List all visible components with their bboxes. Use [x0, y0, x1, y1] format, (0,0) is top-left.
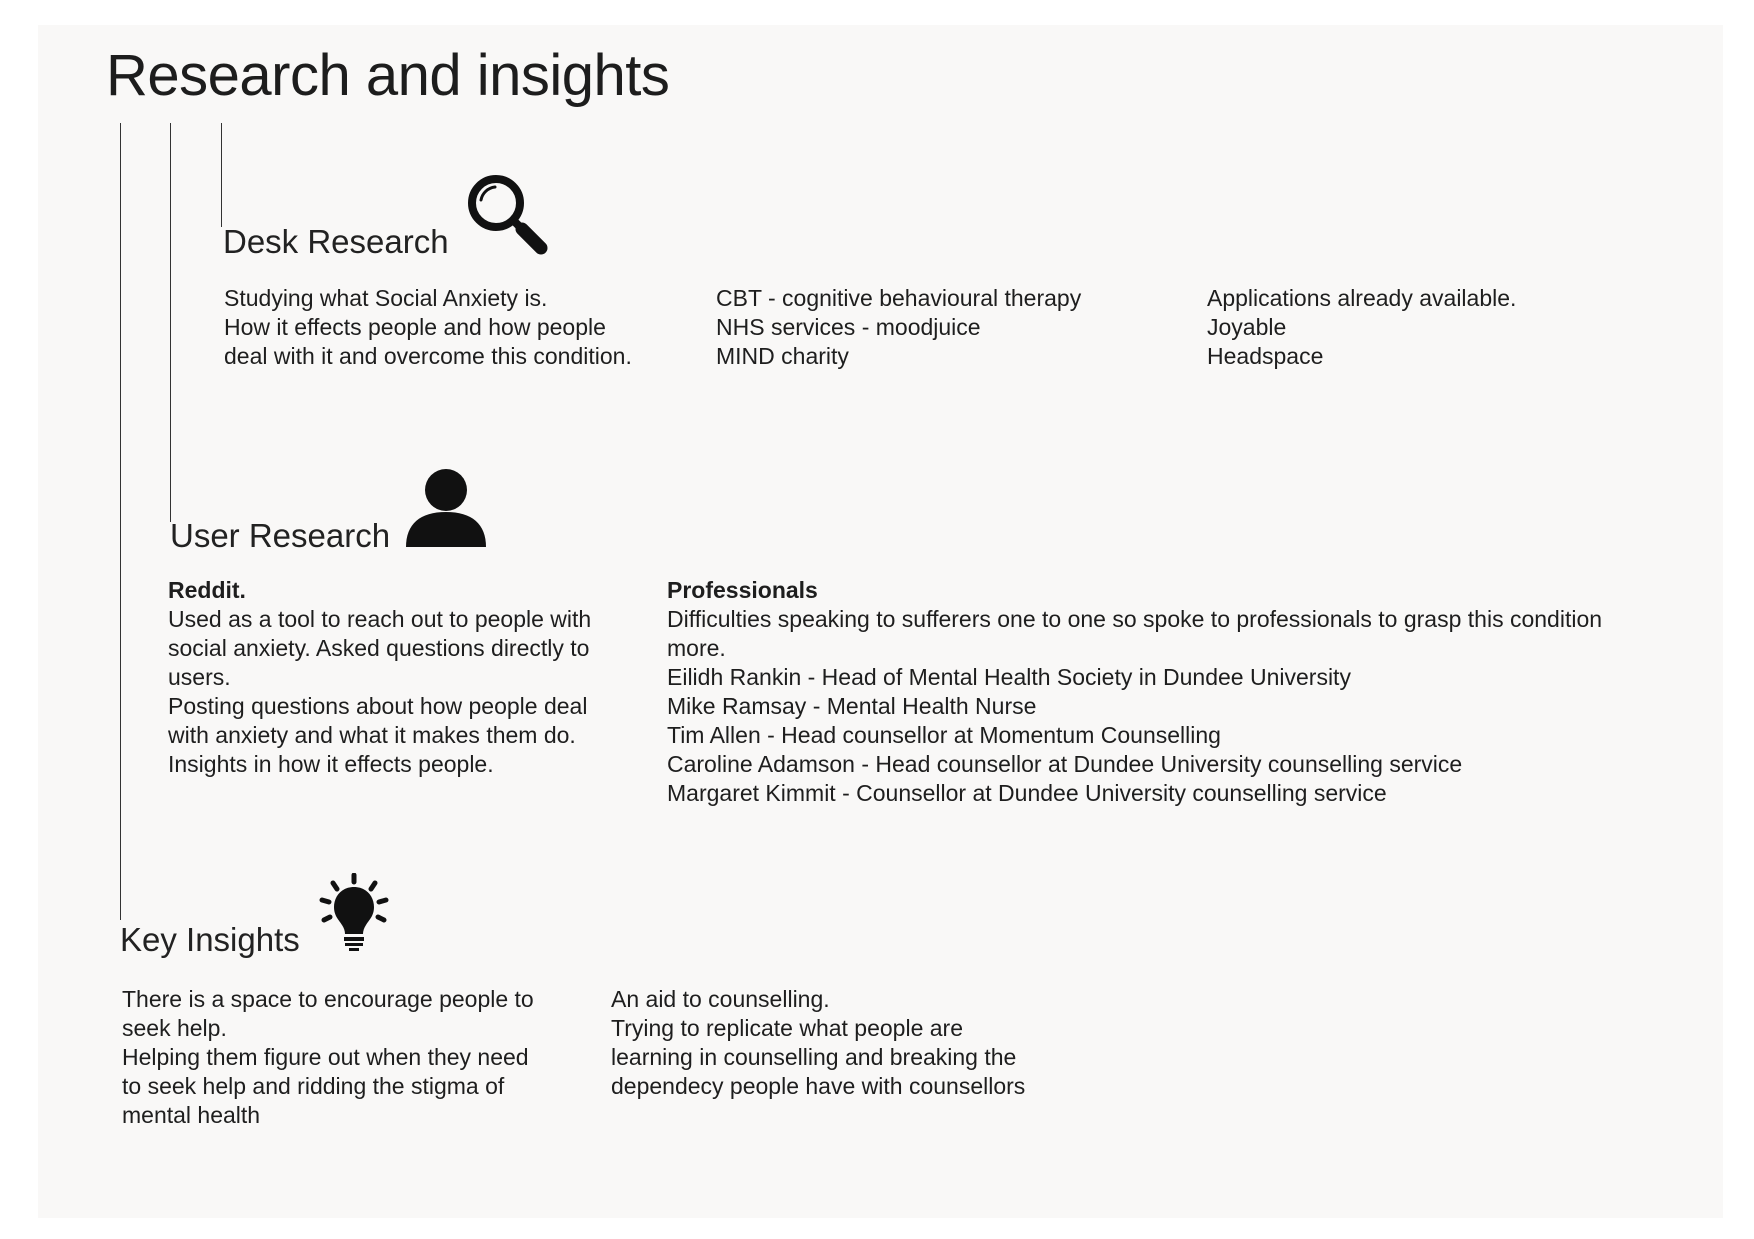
text-line: How it effects people and how people [224, 314, 606, 340]
desk-research-column-1 [224, 284, 632, 371]
text-line: Insights in how it effects people. [168, 751, 494, 777]
text-line: mental health [122, 1102, 261, 1128]
key-insights-column-2 [611, 985, 1025, 1101]
professionals-title: Professionals [667, 577, 818, 603]
text-line: NHS services - moodjuice [716, 314, 981, 340]
desk-research-column-3 [1207, 284, 1516, 371]
text-line: Caroline Adamson - Head counsellor at Dundee University counselling service [667, 751, 1463, 777]
text-line: An aid to counselling. [611, 986, 830, 1012]
text-line: MIND charity [716, 343, 849, 369]
text-line: deal with it and overcome this condition. [224, 343, 632, 369]
text-line: Tim Allen - Head counsellor at Momentum Counselling [667, 722, 1221, 748]
text-line: dependecy people have with counsellors [611, 1073, 1026, 1099]
text-line: Posting questions about how people deal [168, 693, 588, 719]
text-line: Trying to replicate what people are [611, 1015, 964, 1041]
person-icon [404, 468, 488, 550]
text-line: users. [168, 664, 231, 690]
reddit-block [168, 576, 591, 779]
text-line: CBT - cognitive behavioural therapy [716, 285, 1082, 311]
text-line: Helping them figure out when they need [122, 1044, 529, 1070]
text-line: learning in counselling and breaking the [611, 1044, 1017, 1070]
professionals-block [667, 576, 1602, 808]
text-line: Joyable [1207, 314, 1287, 340]
key-insights-heading: Key Insights [120, 921, 300, 958]
text-line: Used as a tool to reach out to people with [168, 606, 592, 632]
text-line: Studying what Social Anxiety is. [224, 285, 548, 311]
text-line: Headspace [1207, 343, 1324, 369]
text-line: seek help. [122, 1015, 227, 1041]
magnifying-glass-icon [465, 172, 551, 258]
desk-research-column-2 [716, 284, 1081, 371]
connector-line-key-insights [120, 123, 121, 920]
reddit-title: Reddit. [168, 577, 246, 603]
key-insights-column-1 [122, 985, 534, 1130]
text-line: to seek help and ridding the stigma of [122, 1073, 505, 1099]
desk-research-heading: Desk Research [223, 223, 449, 260]
text-line: social anxiety. Asked questions directly to [168, 635, 590, 661]
text-line: Applications already available. [1207, 285, 1517, 311]
connector-line-user-research [170, 123, 171, 522]
text-line: There is a space to encourage people to [122, 986, 534, 1012]
page-title: Research and insights [106, 43, 670, 108]
text-line: Margaret Kimmit - Counsellor at Dundee University counselling service [667, 780, 1387, 806]
text-line: Mike Ramsay - Mental Health Nurse [667, 693, 1037, 719]
text-line: Eilidh Rankin - Head of Mental Health Society in Dundee University [667, 664, 1351, 690]
text-line: with anxiety and what it makes them do. [168, 722, 576, 748]
lightbulb-icon [318, 873, 390, 957]
text-line: more. [667, 635, 726, 661]
connector-line-desk-research [221, 123, 222, 227]
user-research-heading: User Research [170, 517, 391, 554]
text-line: Difficulties speaking to sufferers one to one so spoke to professionals to grasp this condition [667, 606, 1603, 632]
